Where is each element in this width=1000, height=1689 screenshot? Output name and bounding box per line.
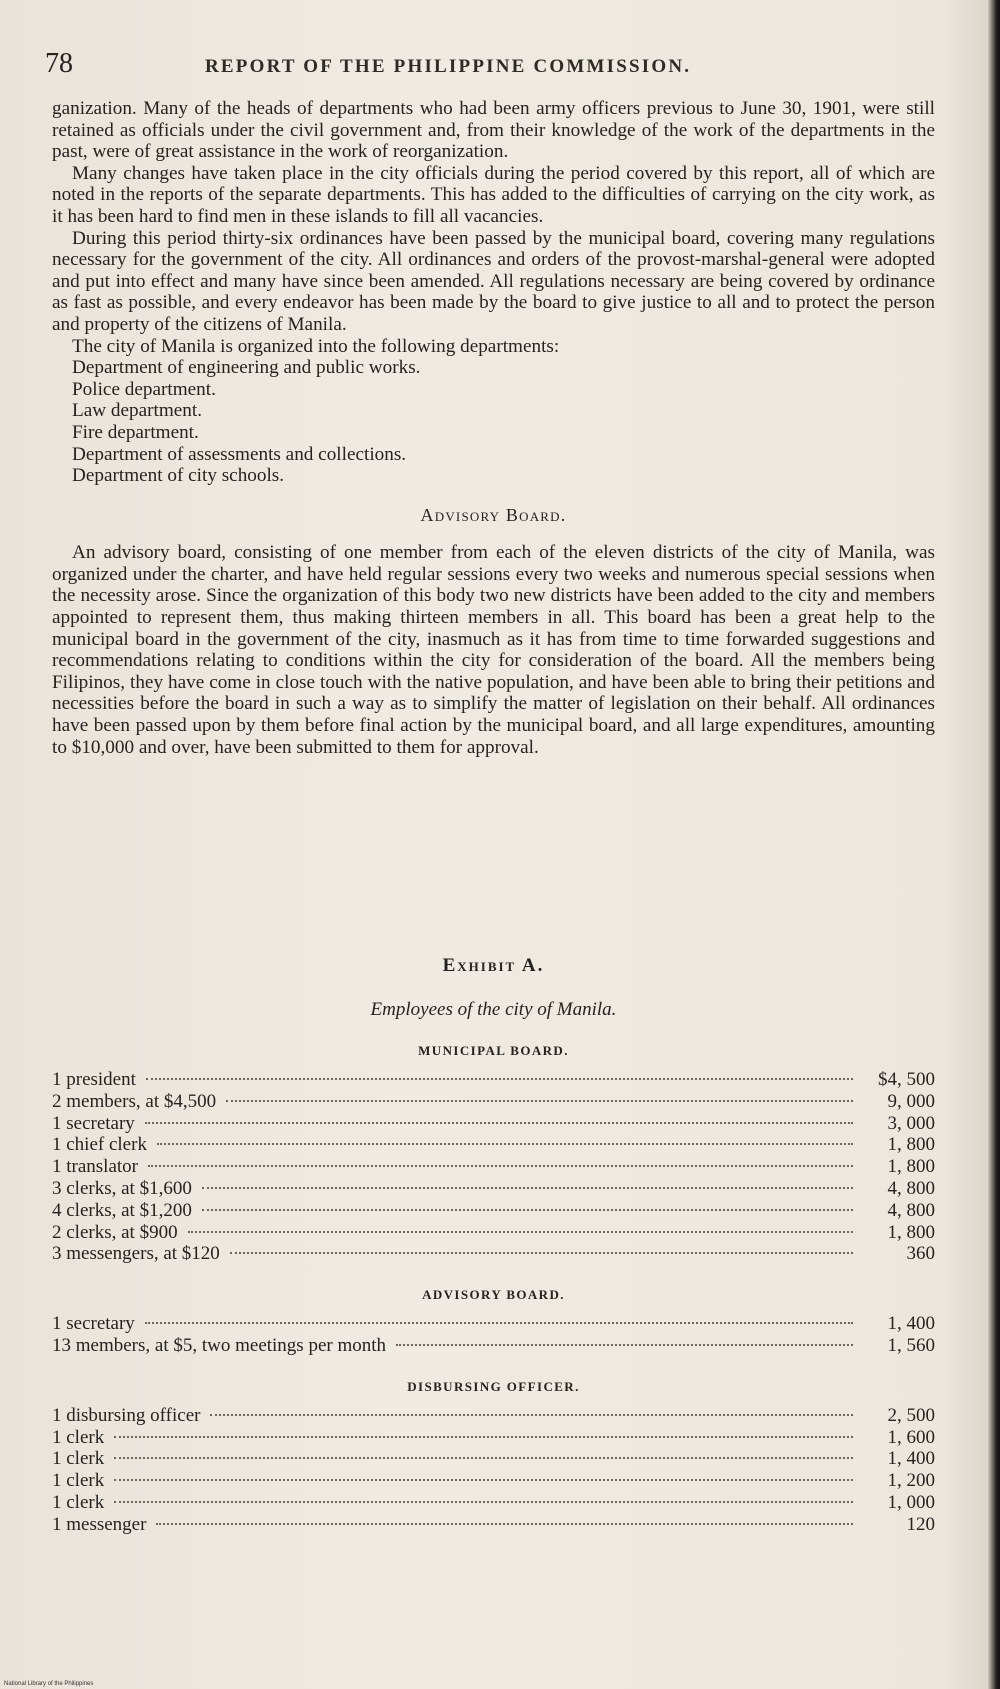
row-amount: 1, 800 (887, 1134, 935, 1156)
page-number: 78 (45, 48, 73, 79)
table-rows (52, 1313, 935, 1357)
dot-leader (230, 1252, 853, 1254)
dot-leader (202, 1209, 853, 1211)
table-row (52, 1470, 935, 1492)
page-header (45, 48, 935, 80)
table-row (52, 1113, 935, 1135)
section-heading: Advisory Board. (420, 504, 567, 525)
row-amount: 120 (906, 1513, 935, 1535)
dot-leader (114, 1501, 853, 1503)
table-row (52, 1405, 935, 1427)
row-amount: 4, 800 (887, 1177, 935, 1199)
row-amount: 4, 800 (887, 1199, 935, 1221)
row-amount: $4, 500 (878, 1069, 935, 1090)
dot-leader (226, 1100, 853, 1102)
row-label: 1 clerk (52, 1491, 105, 1513)
employee-table-advisory-board (52, 1287, 935, 1357)
table-heading: MUNICIPAL BOARD. (418, 1043, 569, 1058)
row-amount: 1, 400 (887, 1448, 935, 1470)
paragraph: During this period thirty-six ordinances have been passed by the municipal board, covering many regulations necessary for the government of the city. All ordinances and orders of the provost-marshal-general were adopted and put into effect and many have since been amended. All regulations necessary are being covered by ordinance as fast as possible, and every endeavor has been made by the board to give justice to all and to protect the person and property of the citizens of Manila. (52, 227, 935, 335)
exhibit-title: Exhibit A. (442, 955, 545, 976)
employee-table-disbursing-officer (52, 1379, 935, 1536)
dot-leader (156, 1523, 853, 1525)
exhibit-subtitle: Employees of the city of Manila. (370, 999, 617, 1020)
row-label: 1 clerk (52, 1470, 105, 1492)
row-amount: 3, 000 (887, 1112, 935, 1134)
exhibit-a (52, 955, 935, 1536)
table-row (52, 1492, 935, 1514)
table-row (52, 1514, 935, 1536)
running-head: REPORT OF THE PHILIPPINE COMMISSION. (205, 56, 692, 77)
scan-footer-note: National Library of the Philippines (4, 1681, 94, 1687)
table-rows (52, 1405, 935, 1536)
dot-leader (396, 1344, 853, 1346)
paragraph: The city of Manila is organized into the following departments: (72, 335, 560, 357)
table-row (52, 1069, 935, 1091)
departments-list (52, 357, 935, 487)
row-amount: 1, 560 (887, 1334, 935, 1356)
row-amount: 1, 400 (887, 1313, 935, 1335)
table-row (52, 1427, 935, 1449)
table-row (52, 1313, 935, 1335)
paragraph: Many changes have taken place in the city officials during the period covered by this report, all of which are noted in the reports of the separate departments. This has added to the difficulties of carrying on the city work, as it has been hard to find men in these islands to fill all vacancies. (52, 162, 935, 227)
list-item: Fire department. (72, 421, 199, 443)
row-amount: 1, 000 (887, 1491, 935, 1513)
row-label: 4 clerks, at $1,200 (52, 1199, 192, 1221)
table-row (52, 1448, 935, 1470)
paragraph: An advisory board, consisting of one member from each of the eleven districts of the city of Manila, was organized under the charter, and have held regular sessions every two weeks and numerous special sessions when the necessity arose. Since the organization of this body two new districts have been added to the city and members appointed to represent them, thus making thirteen members in all. This board has been a great help to the municipal board in the government of the city, inasmuch as it has from time to time forwarded suggestions and recommendations relating to conditions within the city for consideration of the board. All the members being Filipinos, they have come in close touch with the native population, and have been able to bring their petitions and necessities before the board in such a way as to simplify the matter of legislation on their behalf. All ordinances have been passed upon by them before final action by the municipal board, and all large expenditures, amounting to $10,000 and over, have been submitted to them for approval. (52, 542, 935, 758)
table-row (52, 1335, 935, 1357)
dot-leader (114, 1436, 853, 1438)
paragraph: ganization. Many of the heads of departments who had been army officers previous to June 30, 1901, were still retained as officials under the civil government and, from their knowledge of the work of the departments in the past, were of great assistance in the work of reorganization. (52, 98, 935, 163)
dot-leader (157, 1143, 853, 1145)
list-item: Law department. (72, 400, 202, 422)
row-amount: 1, 800 (887, 1221, 935, 1243)
row-label: 1 messenger (52, 1513, 147, 1535)
dot-leader (148, 1165, 853, 1167)
row-amount: 1, 800 (887, 1156, 935, 1178)
row-label: 1 clerk (52, 1426, 105, 1448)
list-item: Department of engineering and public works. (72, 357, 421, 379)
row-amount: 360 (906, 1243, 935, 1265)
dot-leader (114, 1479, 853, 1481)
row-label: 13 members, at $5, two meetings per month (52, 1334, 387, 1356)
table-row (52, 1243, 935, 1265)
table-row (52, 1200, 935, 1222)
row-amount: 2, 500 (887, 1404, 935, 1426)
table-rows (52, 1069, 935, 1265)
row-label: 1 chief clerk (52, 1134, 147, 1156)
row-label: 3 clerks, at $1,600 (52, 1177, 192, 1199)
row-label: 1 translator (52, 1156, 139, 1178)
dot-leader (145, 1322, 853, 1324)
row-label: 1 secretary (52, 1112, 135, 1134)
dot-leader (188, 1231, 853, 1233)
dot-leader (202, 1187, 853, 1189)
table-row (52, 1134, 935, 1156)
row-amount: 1, 600 (887, 1426, 935, 1448)
dot-leader (145, 1122, 853, 1124)
table-heading: ADVISORY BOARD. (422, 1287, 565, 1303)
row-label: 1 clerk (52, 1448, 105, 1470)
dot-leader (210, 1414, 853, 1416)
table-row (52, 1222, 935, 1244)
row-label: 1 disbursing officer (52, 1404, 201, 1426)
employee-table-municipal-board (52, 1043, 935, 1265)
row-amount: 1, 200 (887, 1470, 935, 1492)
table-row (52, 1178, 935, 1200)
table-row (52, 1156, 935, 1178)
row-amount: 9, 000 (887, 1090, 935, 1112)
row-label: 3 messengers, at $120 (52, 1243, 220, 1265)
row-label: 1 secretary (52, 1313, 135, 1335)
table-row (52, 1091, 935, 1113)
row-label: 1 president (52, 1069, 136, 1090)
list-item: Department of city schools. (72, 465, 285, 487)
table-heading: DISBURSING OFFICER. (407, 1378, 580, 1394)
list-item: Department of assessments and collections. (72, 443, 407, 465)
body-text (52, 98, 935, 758)
row-label: 2 clerks, at $900 (52, 1221, 178, 1243)
dot-leader (146, 1078, 853, 1080)
list-item: Police department. (72, 378, 216, 400)
row-label: 2 members, at $4,500 (52, 1090, 217, 1112)
page-edge-shadow (988, 0, 1000, 1689)
dot-leader (114, 1457, 853, 1459)
